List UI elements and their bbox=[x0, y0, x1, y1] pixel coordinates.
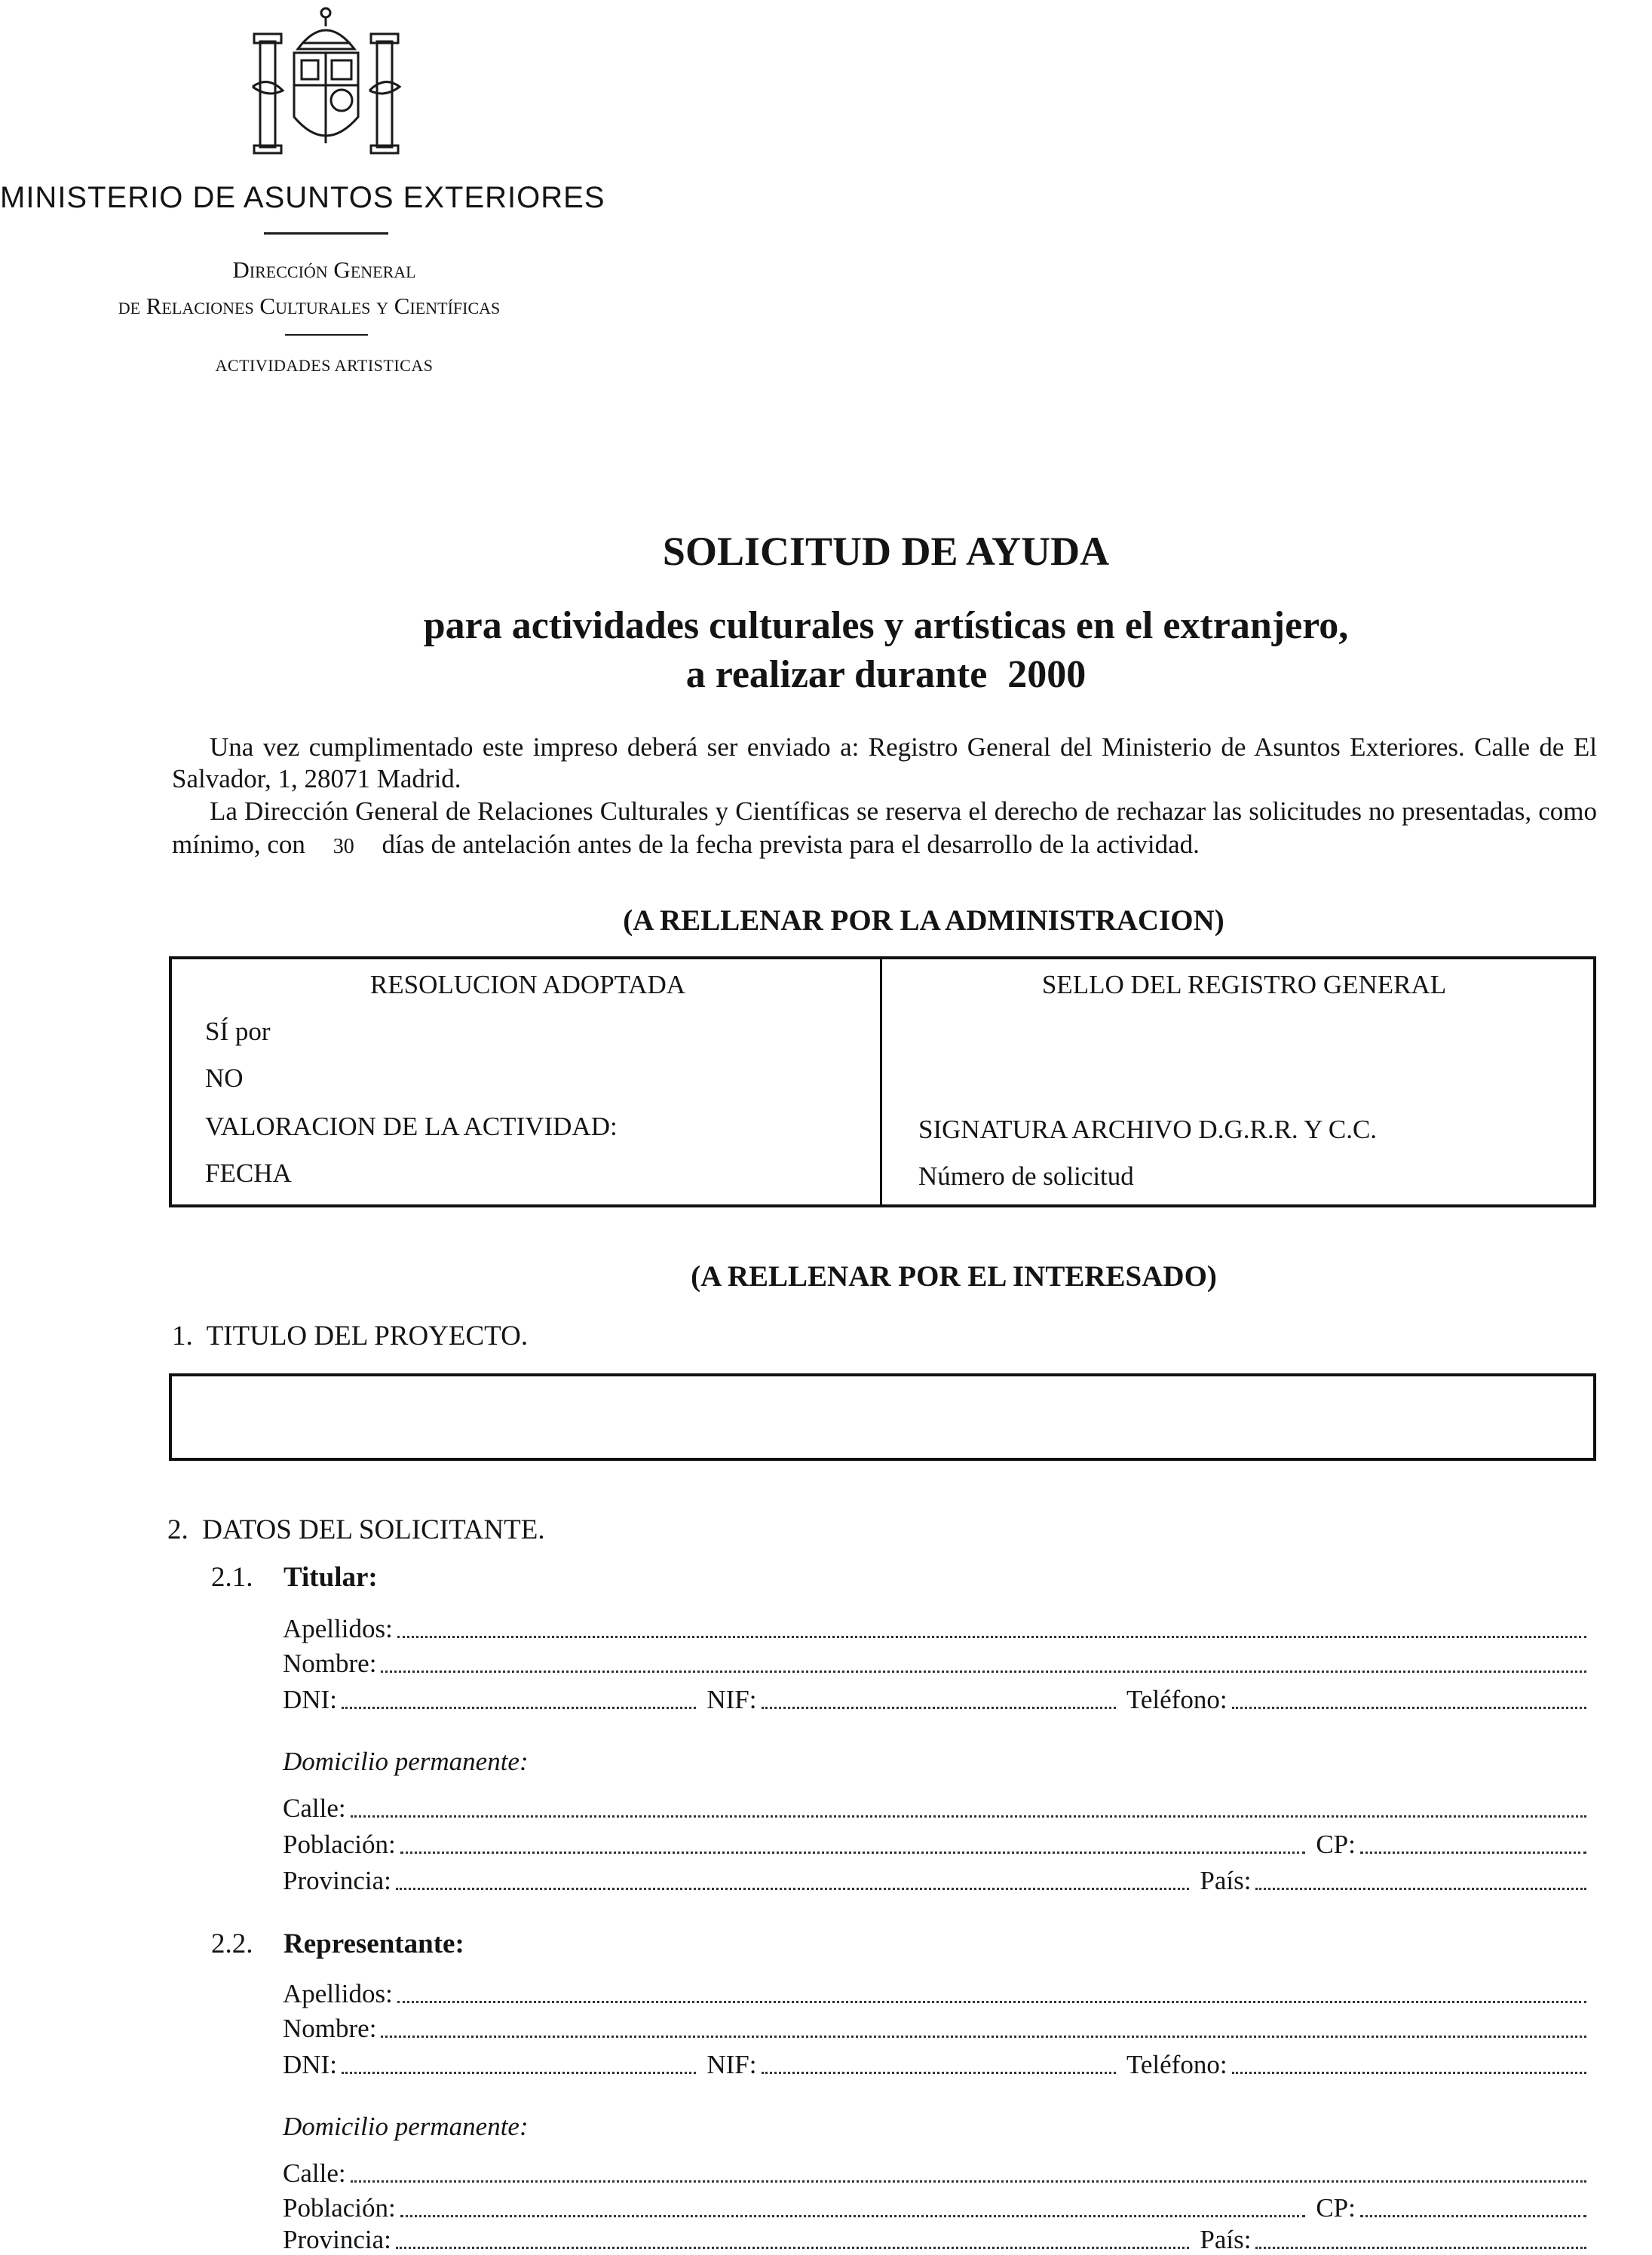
intro-paragraph-2: La Dirección General de Relaciones Culturales y Científicas se reserva el derecho de rechazar las solicitudes no presentadas, como mínimo, con 30 días de antelación antes de la fecha prevista para el desarrollo de la actividad. bbox=[172, 796, 1597, 859]
titular-provincia-row[interactable]: Provincia: País: bbox=[283, 1866, 1591, 1896]
titular-poblacion-field[interactable] bbox=[400, 1852, 1306, 1854]
representante-number: 2.2. bbox=[211, 1928, 253, 1959]
representante-heading: Representante: bbox=[284, 1928, 464, 1959]
numero-solicitud-label: Número de solicitud bbox=[918, 1161, 1134, 1191]
representante-provincia-field[interactable] bbox=[396, 2247, 1190, 2249]
admin-heading: (A RELLENAR POR LA ADMINISTRACION) bbox=[623, 904, 1224, 937]
valoracion-label: VALORACION DE LA ACTIVIDAD: bbox=[205, 1112, 618, 1141]
representante-calle-row[interactable]: Calle: bbox=[283, 2158, 1591, 2189]
no-label: NO bbox=[205, 1063, 244, 1093]
subtitle-line-2 bbox=[452, 652, 1319, 697]
titular-domicilio-heading: Domicilio permanente: bbox=[283, 1747, 529, 1776]
titular-provincia-field[interactable] bbox=[396, 1888, 1190, 1890]
titular-dni-row[interactable]: DNI: NIF: Teléfono: bbox=[283, 1685, 1591, 1715]
titular-apellidos-field[interactable] bbox=[397, 1636, 1586, 1638]
header-rule-1 bbox=[264, 232, 388, 235]
representante-nombre-row[interactable]: Nombre: bbox=[283, 2014, 1591, 2044]
interesado-heading: (A RELLENAR POR EL INTERESADO) bbox=[691, 1260, 1217, 1293]
resolucion-title: RESOLUCION ADOPTADA bbox=[369, 970, 686, 999]
representante-domicilio-heading: Domicilio permanente: bbox=[283, 2112, 529, 2141]
titular-nombre-field[interactable] bbox=[381, 1671, 1586, 1673]
representante-dni-row[interactable]: DNI: NIF: Teléfono: bbox=[283, 2050, 1591, 2080]
representante-poblacion-row[interactable]: Población: CP: bbox=[283, 2193, 1591, 2223]
year-field[interactable]: 2000 bbox=[1007, 653, 1087, 696]
representante-dni-field[interactable] bbox=[342, 2072, 696, 2074]
representante-calle-field[interactable] bbox=[351, 2180, 1586, 2183]
fecha-label: FECHA bbox=[205, 1158, 292, 1188]
intro-paragraph-1: Una vez cumplimentado este impreso deberá ser enviado a: Registro General del Ministerio de Asuntos Exteriores. Calle de El Salvador, 1, 28071 Madrid. bbox=[172, 732, 1597, 793]
coat-of-arms-icon bbox=[245, 4, 407, 155]
direccion-general: Dirección General bbox=[232, 256, 416, 283]
representante-telefono-field[interactable] bbox=[1232, 2072, 1586, 2074]
subtitle-line-1: para actividades culturales y artísticas en el extranjero, bbox=[423, 604, 1349, 647]
page-title: SOLICITUD DE AYUDA bbox=[662, 529, 1110, 574]
titular-cp-field[interactable] bbox=[1360, 1852, 1586, 1854]
direccion-relaciones: de Relaciones Culturales y Científicas bbox=[118, 293, 501, 319]
titular-nombre-row[interactable]: Nombre: bbox=[283, 1649, 1591, 1679]
section-name: ACTIVIDADES ARTISTICAS bbox=[215, 356, 434, 375]
titular-calle-field[interactable] bbox=[351, 1815, 1586, 1818]
representante-provincia-row[interactable]: Provincia: País: bbox=[283, 2225, 1591, 2255]
section-1-title: 1. TITULO DEL PROYECTO. bbox=[172, 1321, 529, 1351]
titular-calle-row[interactable]: Calle: bbox=[283, 1793, 1591, 1824]
titular-apellidos-row[interactable]: Apellidos: bbox=[283, 1614, 1591, 1644]
signatura-label: SIGNATURA ARCHIVO D.G.R.R. Y C.C. bbox=[918, 1115, 1378, 1144]
ministry-name: MINISTERIO DE ASUNTOS EXTERIORES bbox=[0, 181, 605, 214]
days-field[interactable]: 30 bbox=[333, 835, 354, 858]
representante-pais-field[interactable] bbox=[1255, 2247, 1586, 2249]
titular-number: 2.1. bbox=[211, 1562, 253, 1593]
representante-poblacion-field[interactable] bbox=[400, 2215, 1306, 2217]
titular-nif-field[interactable] bbox=[762, 1707, 1116, 1709]
titular-dni-field[interactable] bbox=[342, 1707, 696, 1709]
titulo-proyecto-input[interactable] bbox=[169, 1373, 1596, 1461]
coat-of-arms-emblem bbox=[245, 4, 407, 155]
titular-heading: Titular: bbox=[284, 1562, 378, 1593]
si-por-label: SÍ por bbox=[205, 1017, 271, 1046]
subtitle-prefix: a realizar durante bbox=[685, 653, 988, 696]
representante-apellidos-row[interactable]: Apellidos: bbox=[283, 1979, 1591, 2009]
section-2-title: 2. DATOS DEL SOLICITANTE. bbox=[167, 1514, 545, 1545]
titular-pais-field[interactable] bbox=[1255, 1888, 1586, 1890]
representante-apellidos-field[interactable] bbox=[397, 2001, 1586, 2003]
representante-cp-field[interactable] bbox=[1360, 2215, 1586, 2217]
titular-poblacion-row[interactable]: Población: CP: bbox=[283, 1830, 1591, 1860]
titular-telefono-field[interactable] bbox=[1232, 1707, 1586, 1709]
sello-title: SELLO DEL REGISTRO GENERAL bbox=[1041, 970, 1447, 999]
header-rule-2 bbox=[285, 334, 368, 336]
admin-divider bbox=[880, 959, 882, 1204]
representante-nif-field[interactable] bbox=[762, 2072, 1116, 2074]
representante-nombre-field[interactable] bbox=[381, 2036, 1586, 2038]
